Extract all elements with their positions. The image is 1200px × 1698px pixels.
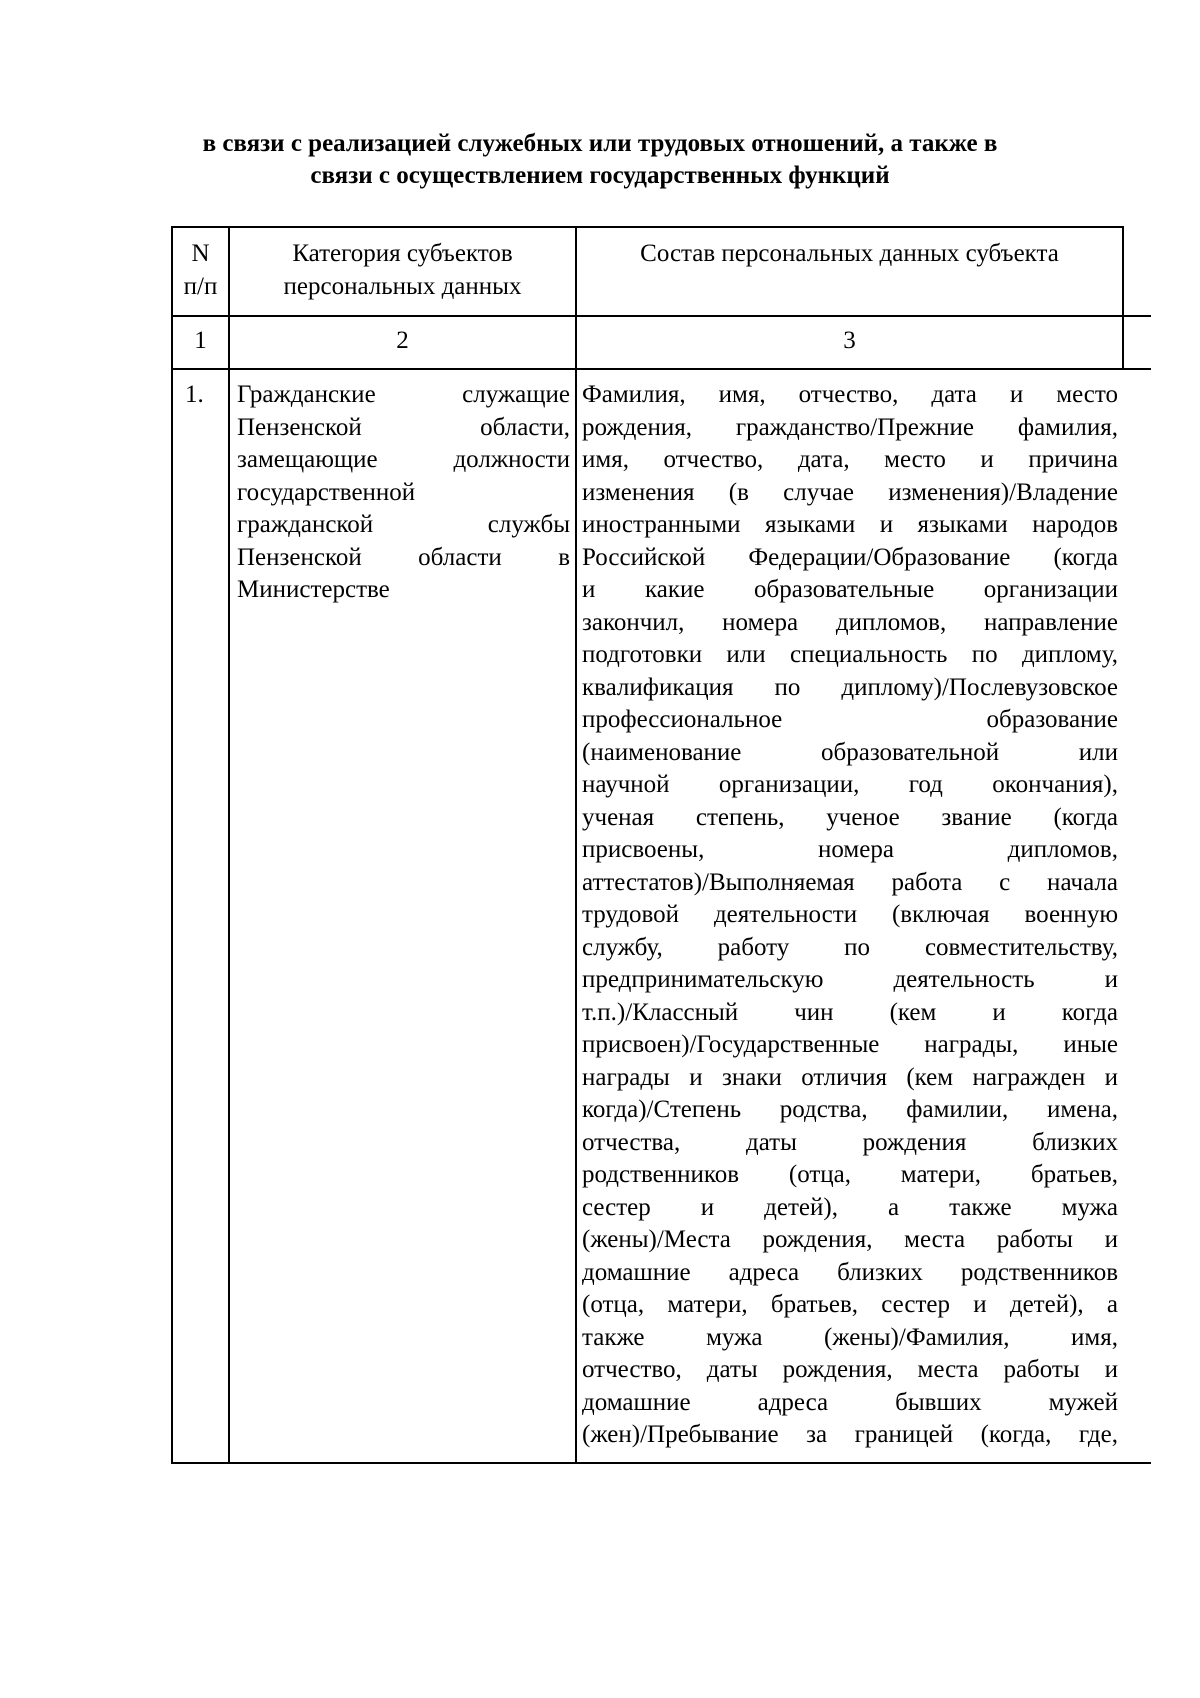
category-line: Гражданские служащие [237,381,570,408]
composition-line: иностранными языками и языками народов [582,511,1118,538]
composition-line: (отца, матери, братьев, сестер и детей), а [582,1291,1118,1318]
header-composition-cell [577,238,1122,271]
table-border-right [1122,226,1124,370]
composition-line: аттестатов)/Выполняемая работа с начала [582,868,1118,896]
composition-line: отчества, даты рождения близких [582,1128,1118,1156]
page-heading [150,128,1050,192]
composition-line: имя, отчество, дата, место и причина [582,446,1118,473]
table-border-number-row-bottom [171,368,1151,370]
column-number-2: 2 [396,327,409,354]
composition-line: квалификация по диплому)/Послевузовское [582,673,1118,701]
heading-line-1: в связи с реализацией служебных или трудовых отношений, а также в [202,130,998,157]
category-line: Пензенской области, [237,413,570,441]
composition-line: отчество, даты рождения, места работы и [582,1356,1118,1383]
composition-line: Фамилия, имя, отчество, дата и место [582,381,1118,408]
table-border-header-bottom [171,315,1151,317]
composition-line: награды и знаки отличия (кем награжден и [582,1063,1118,1091]
composition-line: присвоены, номера дипломов, [582,836,1118,863]
composition-line: родственников (отца, матери, братьев, [582,1161,1118,1188]
composition-line: домашние адреса близких родственников [582,1258,1118,1286]
row-1-num: 1. [185,381,204,408]
composition-line: трудовой деятельности (включая военную [582,901,1118,928]
composition-line: (наименование образовательной или [582,738,1118,766]
header-num-cell [173,238,228,303]
composition-line: (жены)/Места рождения, места работы и [582,1226,1118,1253]
composition-line: службу, работу по совместительству, [582,933,1118,961]
composition-line: и какие образовательные организации [582,576,1118,603]
composition-line: т.п.)/Классный чин (кем и когда [582,998,1118,1026]
table-border-col2 [575,226,577,1464]
header-num-line-1: N [191,240,210,267]
row-1-composition [582,379,1118,1452]
composition-line: когда)/Степень родства, фамилии, имена, [582,1096,1118,1123]
category-line: государственной [237,478,416,506]
composition-line: сестер и детей), а также мужа [582,1193,1118,1221]
category-line: гражданской службы [237,511,570,538]
composition-line: закончил, номера дипломов, направление [582,608,1118,636]
composition-line: присвоен)/Государственные награды, иные [582,1031,1118,1058]
column-number-3: 3 [843,327,856,354]
personal-data-table [171,226,1151,1464]
table-border-col1 [228,226,230,1464]
category-line: Пензенской области в [237,543,570,571]
table-border-top [171,226,1124,228]
header-category-line-1: Категория субъектов [292,240,513,267]
composition-line: ученая степень, ученое звание (когда [582,803,1118,831]
composition-line: рождения, гражданство/Прежние фамилия, [582,413,1118,441]
composition-line: предпринимательскую деятельность и [582,966,1118,993]
table-border-left [171,226,173,1464]
composition-line: подготовки или специальность по диплому, [582,641,1118,668]
category-line: замещающие должности [237,446,570,473]
header-num-line-2: п/п [183,272,218,300]
header-category-cell [230,238,575,303]
heading-line-2: связи с осуществлением государственных функций [310,162,890,189]
composition-line: (жен)/Пребывание за границей (когда, где, [582,1421,1118,1448]
table-border-bottom [171,1462,1151,1464]
header-composition-text: Состав персональных данных субъекта [640,240,1059,267]
composition-line: научной организации, год окончания), [582,771,1118,798]
composition-line: также мужа (жены)/Фамилия, имя, [582,1323,1118,1351]
header-category-line-2: персональных данных [283,272,522,300]
composition-line: домашние адреса бывших мужей [582,1388,1118,1416]
composition-line: изменения (в случае изменения)/Владение [582,478,1118,506]
category-line: Министерстве [237,576,390,603]
row-1-category [237,379,570,607]
column-number-1: 1 [194,327,207,354]
composition-line: Российской Федерации/Образование (когда [582,543,1118,571]
composition-line: профессиональное образование [582,706,1118,733]
